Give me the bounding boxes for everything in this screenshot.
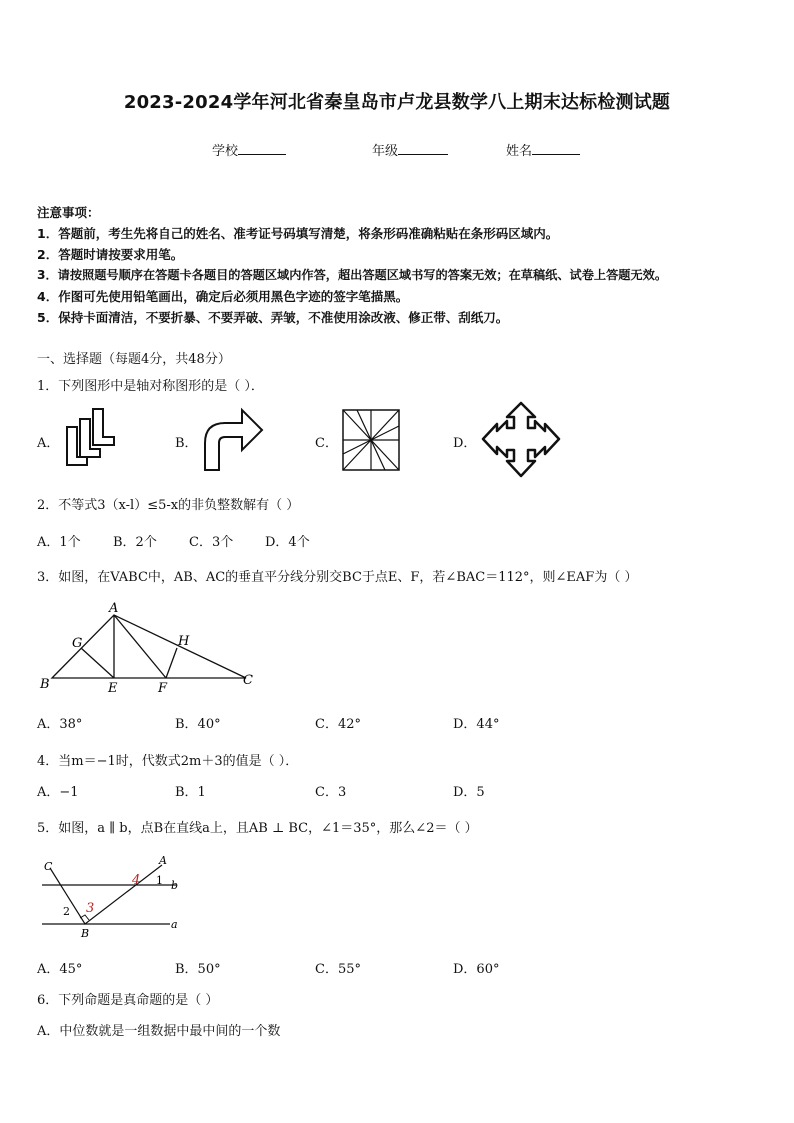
q3-option-c[interactable]: C．42° — [315, 717, 361, 732]
triangle-abc-figure — [38, 598, 258, 698]
label-b: b — [171, 879, 179, 892]
label-a: A — [109, 601, 119, 616]
q4-option-a[interactable]: A．−1 — [37, 785, 79, 800]
label-angle-1: 1 — [156, 874, 163, 887]
q3-option-b[interactable]: B．40° — [175, 717, 221, 732]
q3-option-a[interactable]: A．38° — [37, 717, 83, 732]
q2-option-c[interactable]: C．3个 — [189, 535, 234, 550]
label-f: F — [158, 681, 168, 696]
note-item: 4．作图可先使用铅笔画出，确定后必须用黑色字迹的签字笔描黑。 — [37, 289, 409, 304]
school-label: 学校 — [212, 144, 239, 159]
q1-option-d[interactable]: D． — [453, 436, 477, 451]
stacked-l-shapes-figure — [62, 405, 122, 475]
question-1-stem: 1．下列图形中是轴对称图形的是（ ）． — [37, 379, 264, 394]
label-b-point: B — [81, 927, 90, 940]
label-a: A — [159, 854, 167, 867]
label-g: G — [72, 636, 83, 651]
q1-option-a[interactable]: A． — [37, 436, 60, 451]
label-angle-4: 4 — [132, 873, 141, 888]
q1-option-b[interactable]: B． — [175, 436, 198, 451]
q2-option-d[interactable]: D．4个 — [265, 535, 310, 550]
notes-heading: 注意事项： — [37, 205, 100, 220]
label-angle-2: 2 — [63, 905, 70, 918]
question-4-stem: 4．当m＝−1时，代数式2m＋3的值是（ ）． — [37, 754, 299, 769]
page-title: 2023-2024学年河北省秦皇岛市卢龙县数学八上期末达标检测试题 — [123, 92, 671, 113]
q5-option-d[interactable]: D．60° — [453, 962, 500, 977]
label-c: C — [44, 860, 53, 873]
parallel-lines-figure — [38, 852, 188, 942]
question-3-stem: 3．如图，在VABC中，AB、AC的垂直平分线分别交BC于点E、F，若∠BAC＝112°，则∠EAF为（ ） — [37, 570, 638, 585]
note-item: 2．答题时请按要求用笔。 — [37, 247, 184, 262]
question-6-stem: 6．下列命题是真命题的是（ ） — [37, 993, 219, 1008]
q4-option-c[interactable]: C．3 — [315, 785, 347, 800]
label-c: C — [243, 673, 253, 688]
section-heading: 一、选择题（每题4分，共48分） — [37, 352, 231, 367]
label-a-line: a — [171, 918, 178, 931]
school-field[interactable] — [212, 140, 286, 159]
q1-option-c[interactable]: C． — [315, 436, 338, 451]
q5-option-a[interactable]: A．45° — [37, 962, 83, 977]
q6-option-a[interactable]: A．中位数就是一组数据中最中间的一个数 — [37, 1024, 281, 1039]
question-2-stem: 2．不等式3（x-l）≤5-x的非负整数解有（ ） — [37, 498, 300, 513]
name-label: 姓名 — [506, 144, 533, 159]
label-h: H — [178, 634, 190, 649]
note-item: 5．保持卡面清洁，不要折暴、不要弄破、弄皱，不准使用涂改液、修正带、刮纸刀。 — [37, 310, 509, 325]
label-e: E — [108, 681, 118, 696]
label-b: B — [40, 677, 50, 692]
q5-option-c[interactable]: C．55° — [315, 962, 361, 977]
label-angle-3: 3 — [86, 901, 95, 916]
grade-label: 年级 — [372, 144, 399, 159]
q5-option-b[interactable]: B．50° — [175, 962, 221, 977]
name-field[interactable] — [506, 140, 580, 159]
q3-option-d[interactable]: D．44° — [453, 717, 500, 732]
q4-option-b[interactable]: B．1 — [175, 785, 206, 800]
question-5-stem: 5．如图，a ∥ b，点B在直线a上，且AB ⊥ BC，∠1＝35°，那么∠2＝（ ） — [37, 821, 478, 836]
grade-field[interactable] — [372, 140, 448, 159]
pinwheel-figure — [340, 407, 402, 473]
q4-option-d[interactable]: D．5 — [453, 785, 485, 800]
note-item: 1．答题前，考生先将自己的姓名、准考证号码填写清楚，将条形码准确粘贴在条形码区域内。 — [37, 226, 559, 241]
note-item: 3．请按照题号顺序在答题卡各题目的答题区域内作答，超出答题区域书写的答案无效；在草稿纸、试卷上答题无效。 — [37, 268, 668, 282]
bent-arrow-figure — [200, 405, 265, 475]
four-arrow-star-figure — [480, 400, 562, 480]
q2-option-b[interactable]: B．2个 — [113, 535, 157, 550]
q2-option-a[interactable]: A．1个 — [37, 535, 81, 550]
